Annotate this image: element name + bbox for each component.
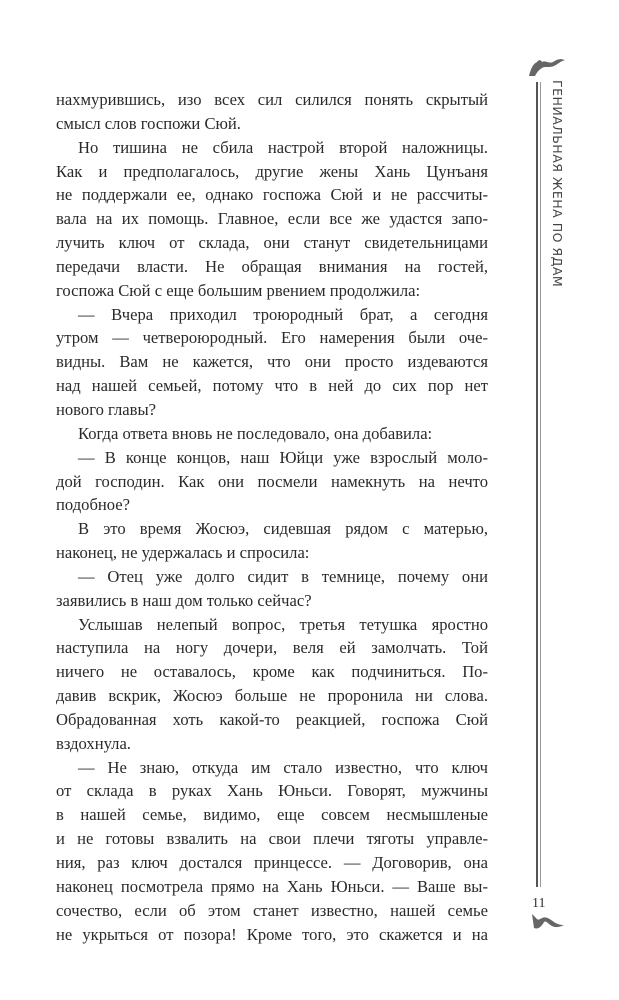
page-number: 11 (532, 896, 546, 911)
text-line: — В конце концов, наш Юйци уже взрослый моло- (78, 447, 488, 467)
text-line: сочество, если об этом станет известно, нашей семье (56, 900, 488, 920)
text-line: наконец, не удержалась и спросила: (56, 543, 310, 563)
text-line: не поддержали ее, однако госпожа Сюй и не рассчиты- (56, 185, 488, 205)
text-line: над нашей семьей, потому что в ней до сих пор нет (56, 376, 488, 396)
text-line: Когда ответа вновь не последовало, она добавила: (78, 423, 433, 443)
text-line: Но тишина не сбила настрой второй наложницы. (78, 137, 488, 157)
text-line: давив вскрик, Жосюэ больше не проронила ни слова. (56, 686, 488, 706)
text-line: В это время Жосюэ, сидевшая рядом с матерью, (78, 519, 488, 539)
text-line: Услышав нелепый вопрос, третья тетушка яростно (78, 614, 488, 634)
margin-rule-thin (540, 82, 541, 887)
text-line: передачи власти. Не обращая внимания на гостей, (56, 256, 488, 276)
text-line: дой господин. Как они посмели намекнуть на нечто (56, 471, 488, 491)
text-line: Как и предполагалось, другие жены Хань Цунъаня (56, 161, 488, 181)
ornament-top-icon (527, 56, 567, 78)
text-line: наконец посмотрела прямо на Хань Юньси. — Ваше вы- (56, 876, 488, 896)
text-line: видны. Вам не кажется, что они просто издеваются (56, 352, 488, 372)
text-line: лучить ключ от склада, они станут свидетельницами (56, 233, 488, 253)
text-line: вала на их помощь. Главное, если все же удастся запо- (56, 209, 488, 229)
text-line: нового главы? (56, 399, 156, 419)
text-line: и не готовы взвалить на свои плечи тяготы управле- (56, 829, 488, 849)
body-text (56, 88, 488, 946)
text-line: вздохнула. (56, 733, 131, 753)
text-line: наступила на ногу дочери, веля ей замолчать. Той (56, 638, 488, 658)
text-line: — Отец уже долго сидит в темнице, почему они (78, 566, 488, 586)
text-line: — Не знаю, откуда им стало известно, что ключ (78, 757, 488, 777)
text-line: нахмурившись, изо всех сил силился понять скрытый (56, 90, 488, 109)
margin-rule (536, 82, 538, 887)
text-line: ничего не оставалось, кроме как подчиниться. По- (56, 662, 488, 682)
text-line: Обрадованная хоть какой-то реакцией, госпожа Сюй (56, 709, 488, 729)
text-line: не укрыться от позора! Кроме того, это скажется и на (56, 924, 488, 944)
text-line: — Вчера приходил троюродный брат, а сегодня (78, 304, 488, 324)
text-line: ния, раз ключ достался принцессе. — Договорив, она (56, 853, 488, 872)
text-line: подобное? (56, 495, 130, 515)
text-line: заявились в наш дом только сейчас? (56, 590, 312, 610)
text-line: от склада в руках Хань Юньси. Говорят, мужчины (56, 781, 488, 801)
text-line: утром — четвероюродный. Его намерения были оче- (56, 328, 488, 348)
ornament-bottom-icon (530, 912, 570, 932)
running-title: ГЕНИАЛЬНАЯ ЖЕНА ПО ЯДАМ (550, 80, 565, 288)
text-line: в нашей семье, видимо, еще совсем несмышленые (56, 805, 488, 825)
text-line: госпожа Сюй с еще большим рвением продолжила: (56, 280, 421, 300)
text-line: смысл слов госпожи Сюй. (56, 113, 241, 133)
